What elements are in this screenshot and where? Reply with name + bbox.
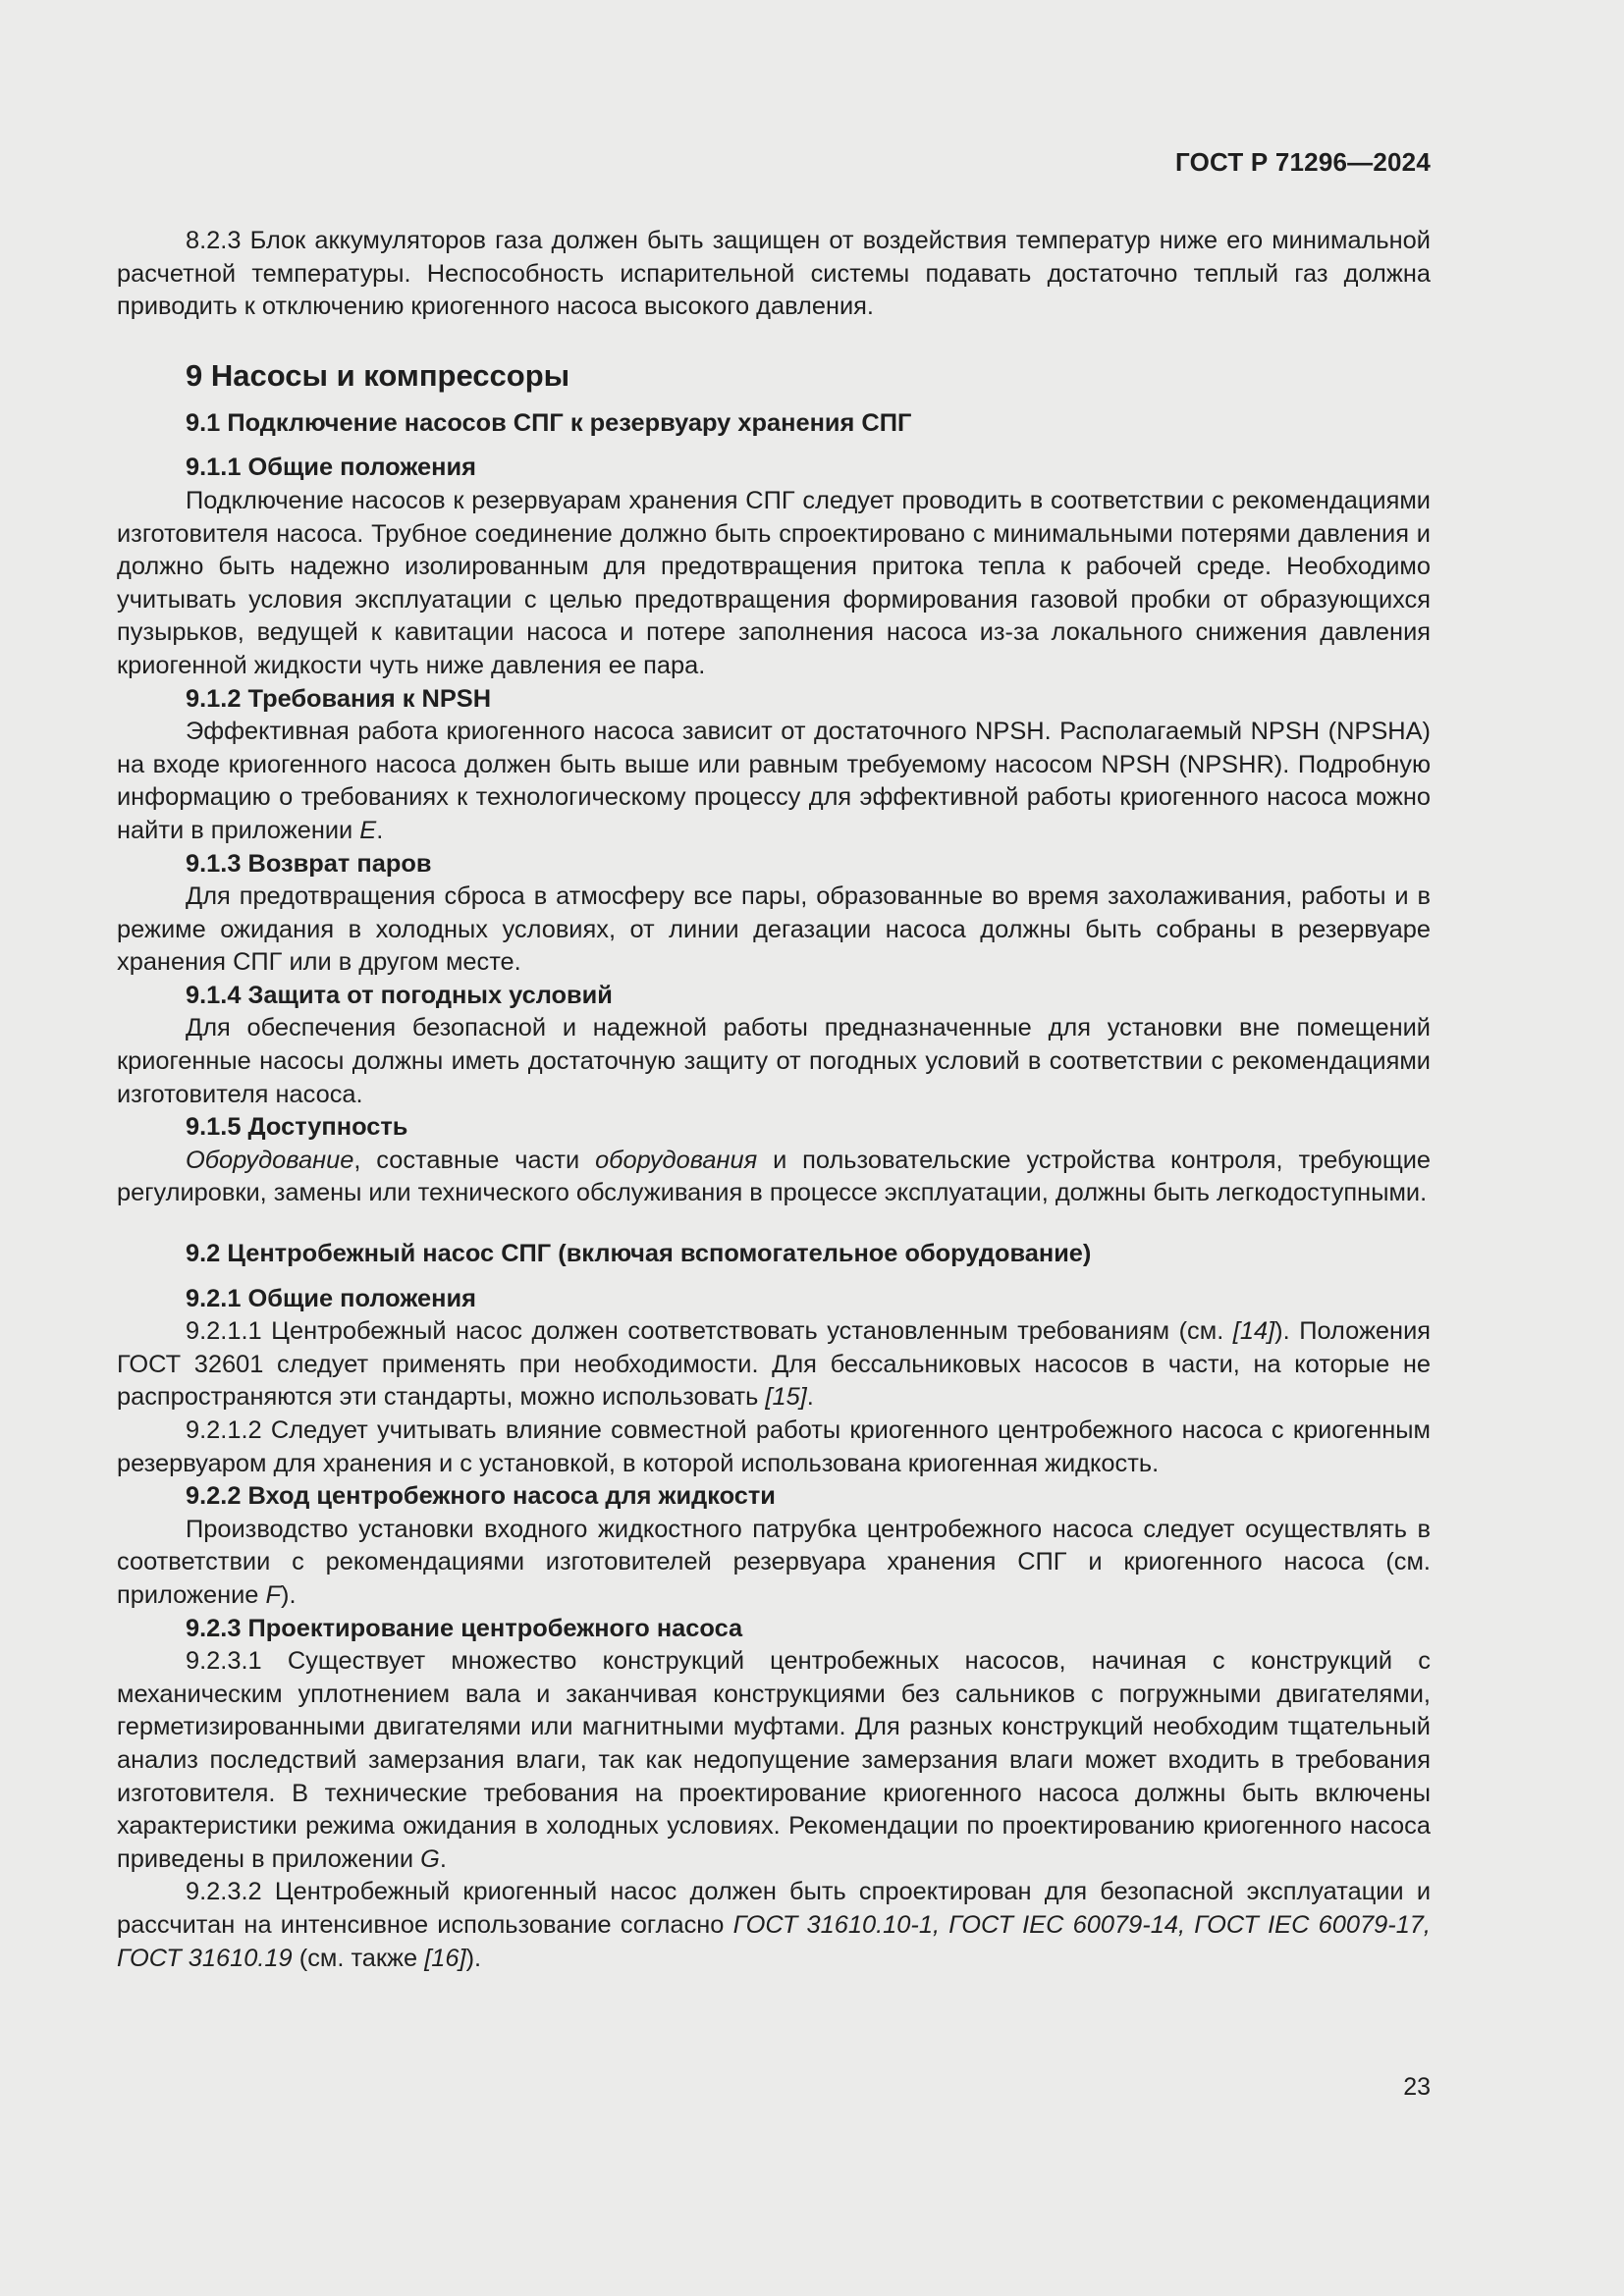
paragraph-9-2-3-2-text-2: (см. также xyxy=(292,1944,425,1972)
paragraph-8-2-3: 8.2.3 Блок аккумуляторов газа должен быть защищен от воздействия температур ниже его минимальной расчетной температуры. Неспособность испарительной системы подавать достаточно теплый газ должна приводить к отключению криогенного насоса высокого давления. xyxy=(117,227,1431,321)
paragraph-9-2-3-1-end: . xyxy=(439,1844,447,1873)
bibliography-reference-16: [16] xyxy=(424,1944,466,1972)
page-number: 23 xyxy=(1403,2073,1431,2101)
paragraph-9-1-5 xyxy=(117,1145,1431,1210)
paragraph-9-1-3: Для предотвращения сброса в атмосферу все пары, образованные во время захолаживания, работы и в режиме ожидания в холодных условиях, от линии дегазации насоса должны быть собраны в резервуаре хранения СПГ или в другом месте. xyxy=(117,882,1431,977)
document-body xyxy=(117,225,1431,1975)
bibliography-reference-15: [15] xyxy=(765,1383,807,1412)
bibliography-reference-14: [14] xyxy=(1232,1317,1275,1346)
paragraph-9-2-2-end: ). xyxy=(281,1580,297,1609)
section-9-1-1-heading: 9.1.1 Общие положения xyxy=(186,454,476,482)
section-9-2-1-heading: 9.2.1 Общие положения xyxy=(186,1284,476,1312)
paragraph-9-2-1-1-text: 9.2.1.1 Центробежный насос должен соответствовать установленным требованиям (см. xyxy=(186,1317,1233,1346)
section-9-1-4-heading: 9.1.4 Защита от погодных условий xyxy=(186,981,613,1009)
section-9-2-3-heading: 9.2.3 Проектирование центробежного насоса xyxy=(186,1614,743,1642)
paragraph-9-2-1-1-text-2: ). Положения ГОСТ 32601 следует применять при необходимости. Для бессальниковых насосов в части, на которые не распространяются эти стандарты, можно использовать xyxy=(117,1317,1432,1412)
paragraph-9-1-5-mid: , составные части xyxy=(353,1146,596,1174)
paragraph-9-1-2 xyxy=(117,716,1431,847)
paragraph-9-1-4: Для обеспечения безопасной и надежной работы предназначенные для установки вне помещений криогенные насосы должны иметь достаточную защиту от погодных условий в соответствии с рекомендациями изготовителя насоса. xyxy=(117,1014,1431,1108)
section-9-1-5-heading: 9.1.5 Доступность xyxy=(186,1113,408,1142)
paragraph-9-2-3-1-text: 9.2.3.1 Существует множество конструкций центробежных насосов, начиная с конструкций с механическим уплотнением вала и заканчивая конструкциями без сальников с погружными двигателями, герметизированными двигателями или магнитными муфтами. Для разных конструкций необходим тщательный анализ последствий замерзания влаги, так как недопущение замерзания влаги может входить в требования изготовителя. В технические требования на проектирование криогенного насоса должны быть включены характеристики режима ожидания в холодных условиях. Рекомендации по проектированию криогенного насоса приведены в приложении xyxy=(117,1647,1431,1873)
paragraph-9-1-2-text: Эффективная работа криогенного насоса зависит от достаточного NPSH. Располагаемый NPSH (NPSHA) на входе криогенного насоса должен быть выше или равным требуемому насосом NPSH (NPSHR). Подробную информацию о требованиях к технологическому процессу для эффективной работы криогенного насоса можно найти в приложении xyxy=(117,718,1431,844)
paragraph-9-2-2 xyxy=(117,1514,1431,1613)
document-page xyxy=(117,0,1431,2296)
paragraph-9-2-2-text: Производство установки входного жидкостного патрубка центробежного насоса следует осуществлять в соответствии с рекомендациями изготовителей резервуара хранения СПГ и криогенного насоса (см. приложение xyxy=(117,1515,1431,1609)
paragraph-9-2-1-1-end: . xyxy=(806,1383,814,1412)
paragraph-9-2-3-2-text: 9.2.3.2 Центробежный криогенный насос должен быть спроектирован для безопасной эксплуатации и рассчитан на интенсивное использование согласно xyxy=(117,1878,1431,1939)
paragraph-9-2-1-1 xyxy=(117,1315,1431,1415)
annex-f-reference: F xyxy=(265,1580,281,1609)
section-9-heading: 9 Насосы и компрессоры xyxy=(186,357,570,393)
term-equipment: Оборудование xyxy=(186,1146,354,1174)
annex-g-reference: G xyxy=(420,1844,440,1873)
paragraph-9-2-3-2 xyxy=(117,1876,1431,1975)
section-9-1-2-heading: 9.1.2 Требования к NPSH xyxy=(186,684,492,713)
document-code-header: ГОСТ Р 71296—2024 xyxy=(1175,147,1431,177)
section-9-2-heading: 9.2 Центробежный насос СПГ (включая вспомогательное оборудование) xyxy=(186,1240,1092,1268)
paragraph-9-1-5-end: и пользовательские устройства контроля, требующие регулировки, замены или технического обслуживания в процессе эксплуатации, должны быть легкодоступными. xyxy=(117,1146,1432,1207)
paragraph-9-2-1-2: 9.2.1.2 Следует учитывать влияние совместной работы криогенного центробежного насоса с криогенным резервуаром для хранения и с установкой, в которой использована криогенная жидкость. xyxy=(117,1416,1431,1477)
section-9-1-heading: 9.1 Подключение насосов СПГ к резервуару хранения СПГ xyxy=(186,408,912,437)
section-9-2-2-heading: 9.2.2 Вход центробежного насоса для жидкости xyxy=(186,1482,776,1511)
paragraph-9-1-2-end: . xyxy=(376,816,384,844)
paragraph-9-2-3-2-end: ). xyxy=(465,1944,482,1972)
paragraph-9-1-1: Подключение насосов к резервуарам хранения СПГ следует проводить в соответствии с рекомендациями изготовителя насоса. Трубное соединение должно быть спроектировано с минимальными потерями давления и должно быть надежно изолированным для предотвращения притока тепла к рабочей среде. Необходимо учитывать условия эксплуатации с целью предотвращения формирования газовой пробки от образующихся пузырьков, ведущей к кавитации насоса и потере заполнения насоса из-за локального снижения давления криогенной жидкости чуть ниже давления ее пара. xyxy=(117,486,1431,679)
section-9-1-3-heading: 9.1.3 Возврат паров xyxy=(186,849,432,878)
term-equipment-genitive: оборудования xyxy=(595,1146,758,1174)
paragraph-9-2-3-1 xyxy=(117,1645,1431,1876)
standards-references: ГОСТ 31610.10-1, ГОСТ IEC 60079-14, ГОСТ IEC 60079-17, ГОСТ 31610.19 xyxy=(117,1910,1431,1972)
annex-e-reference: E xyxy=(359,816,377,844)
